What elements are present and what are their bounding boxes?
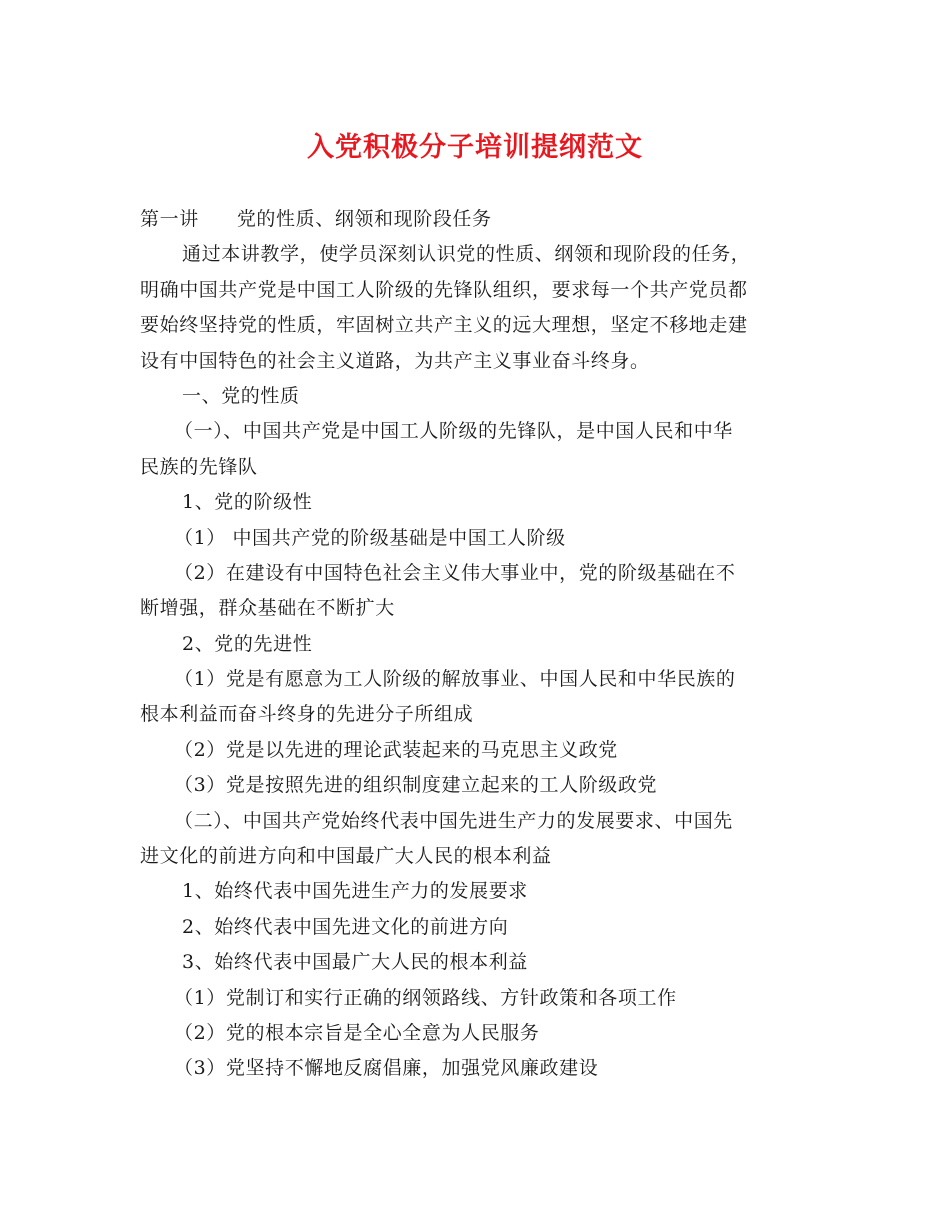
list-item: 3、始终代表中国最广大人民的根本利益 — [182, 951, 528, 974]
paragraph-line: 明确中国共产党是中国工人阶级的先锋队组织，要求每一个共产党员都 — [140, 278, 748, 301]
list-item: 2、始终代表中国先进文化的前进方向 — [182, 915, 509, 938]
list-item: （3）党是按照先进的组织制度建立起来的工人阶级政党 — [174, 774, 658, 797]
subsection-heading-cont: 民族的先锋队 — [140, 455, 258, 478]
list-item-cont: 根本利益而奋斗终身的先进分子所组成 — [140, 703, 474, 726]
list-item-cont: 断增强，群众基础在不断扩大 — [140, 597, 395, 620]
list-item: 2、党的先进性 — [182, 632, 313, 655]
list-item: 1、党的阶级性 — [182, 491, 313, 514]
list-item: （1）党是有愿意为工人阶级的解放事业、中国人民和中华民族的 — [174, 668, 736, 691]
list-item: （2）党是以先进的理论武装起来的马克思主义政党 — [174, 738, 618, 761]
list-item: （2）在建设有中国特色社会主义伟大事业中，党的阶级基础在不 — [174, 561, 736, 584]
list-item: （1）党制订和实行正确的纲领路线、方针政策和各项工作 — [174, 986, 677, 1009]
list-item: （2）党的根本宗旨是全心全意为人民服务 — [174, 1021, 540, 1044]
paragraph-line: 设有中国特色的社会主义道路，为共产主义事业奋斗终身。 — [140, 349, 650, 372]
lecture-topic: 党的性质、纲领和现阶段任务 — [236, 208, 492, 230]
paragraph-line: 通过本讲教学，使学员深刻认识党的性质、纲领和现阶段的任务， — [182, 243, 751, 266]
list-item: （1） 中国共产党的阶级基础是中国工人阶级 — [174, 526, 566, 549]
subsection-heading: （一）、中国共产党是中国工人阶级的先锋队，是中国人民和中华 — [174, 420, 733, 443]
list-item: （3）党坚持不懈地反腐倡廉，加强党风廉政建设 — [174, 1057, 599, 1080]
list-item: 1、始终代表中国先进生产力的发展要求 — [182, 880, 528, 903]
lecture-heading — [140, 202, 816, 237]
subsection-heading-cont: 进文化的前进方向和中国最广大人民的根本利益 — [140, 845, 552, 868]
section-heading: 一、党的性质 — [182, 384, 300, 407]
document-body — [140, 202, 816, 1087]
document-title: 入党积极分子培训提纲范文 — [307, 132, 643, 163]
paragraph-line: 要始终坚持党的性质，牢固树立共产主义的远大理想，坚定不移地走建 — [140, 314, 748, 337]
lecture-label: 第一讲 — [140, 208, 199, 230]
subsection-heading: （二）、中国共产党始终代表中国先进生产力的发展要求、中国先 — [174, 809, 733, 832]
